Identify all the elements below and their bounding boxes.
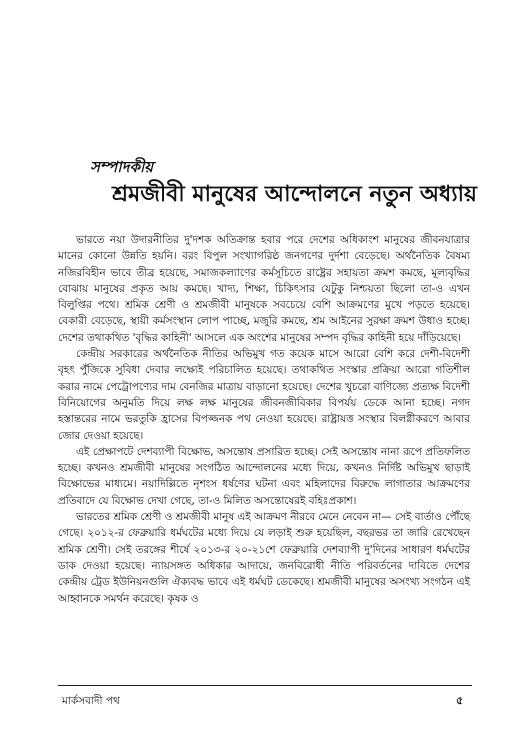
paragraph: এই প্রেক্ষাপটে দেশব্যাপী বিক্ষোভ, অসন্তোষ প্রসারিত হচ্ছে। সেই অসন্তোষ নানা রূপে প্রতিফলিত হচ্ছে। কখনও শ্রমজীবী মানুষের সংগঠিত আন্দোলনের মধ্যে দিয়ে, কখনও নির্দিষ্ট অভিমুখ ছাড়াই বিক্ষোভের মাধ্যমে। নয়াদিল্লিতে নৃশংস ধর্ষণের ঘটনা এবং মহিলাদের বিরুদ্ধে লাগাতার আক্রমণের প্রতিবাদে যে বিক্ষোভ দেখা গেছে, তা-ও মিলিত অসন্তোষেরই বহিঃপ্রকাশ। xyxy=(58,445,470,507)
page-number: ৫ xyxy=(456,694,464,707)
paragraph: কেন্দ্রীয় সরকারের অর্থনৈতিক নীতির অভিমুখ গত কয়েক মাসে আরো বেশি করে দেশী-বিদেশী বৃহৎ পুঁজিকে সুবিধা দেবার লক্ষ্যেই পরিচালিত হয়েছে। তথাকথিত সংস্কার প্রক্রিয়া আরো গতিশীল করার নামে পেট্রোপণ্যের দাম বেনজির মাত্রায় বাড়ানো হয়েছে। দেশের খুচরো বাণিজ্যে প্রত্যক্ষ বিদেশী বিনিয়োগের অনুমতি দিয়ে লক্ষ লক্ষ মানুষের জীবনজীবিকার বিপর্যয় ডেকে আনা হচ্ছে। নগদ হস্তান্তরের নামে ভরতুকি হ্রাসের বিপজ্জনক পথ নেওয়া হয়েছে। রাষ্ট্রায়ত্ত সংস্থার বিলগ্নীকরণে আবার জোর দেওয়া হয়েছে। xyxy=(58,348,470,442)
page-title: শ্রমজীবী মানুষের আন্দোলনে নতুন অধ্যায় xyxy=(112,182,477,207)
section-kicker: সম্পাদকীয় xyxy=(90,158,154,176)
footer-divider xyxy=(58,685,472,686)
paragraph: ভারতের শ্রমিক শ্রেণী ও শ্রমজীবী মানুষ এই আক্রমণ নীরবে মেনে নেবেন না— সেই বার্তাও পৌঁছে গেছে। ২০১২-র ফেব্রুয়ারি ধর্মঘটের মধ্যে দিয়ে যে লড়াই শুরু হয়েছিল, বছরভর তা জারি রেখেছেন শ্রমিক শ্রেণী। সেই তরঙ্গের শীর্ষে ২০১৩-র ২০-২১শে ফেব্রুয়ারি দেশব্যাপী দু'দিনের সাধারণ ধর্মঘটের ডাক দেওয়া হয়েছে। ন্যায়সঙ্গত অধিকার আদায়ে, জনবিরোধী নীতি পরিবর্তনের দাবিতে দেশের কেন্দ্রীয় ট্রেড ইউনিয়নগুলি ঐক্যবদ্ধ ভাবে এই ধর্মঘট ডেকেছে। শ্রমজীবী মানুষের অসংখ্য সংগঠন এই আহ্বানকে সমর্থন করেছে। কৃষক ও xyxy=(58,511,470,605)
paragraph: ভারতে নয়া উদারনীতির দু'দশক অতিক্রান্ত হবার পরে দেশের অধিকাংশ মানুষের জীবনযাত্রার মানের কোনো উন্নতি হয়নি। বরং বিপুল সংখ্যাগরিষ্ঠ জনগণের দুর্দশা বেড়েছে। অর্থনৈতিক বৈষম্য নজিরবিহীন ভাবে তীব্র হয়েছে, সমাজকল্যাণের কর্মসূচিতে রাষ্ট্রের সহায়তা ক্রমশ কমছে, মূল্যবৃদ্ধির বোঝায় মানুষের প্রকৃত আয় কমছে। খাদ্য, শিক্ষা, চিকিৎসার যেটুকু নিশ্চয়তা ছিলো তা-ও এখন বিলুপ্তির পথে। শ্রমিক শ্রেণী ও শ্রমজীবী মানুষকে সবচেয়ে বেশি আক্রমণের মুখে পড়তে হয়েছে। বেকারী বেড়েছে, স্থায়ী কর্মসংস্থান লোপ পাচ্ছে, মজুরি কমছে, শ্রম আইনের সুরক্ষা ক্রমশ উধাও হচ্ছে। দেশের তথাকথিত 'বৃদ্ধির কাহিনী' আসলে এক অংশের মানুষের সম্পদ বৃদ্ধির কাহিনী হয়ে দাঁড়িয়েছে। xyxy=(58,234,470,344)
journal-name: মার্কসবাদী পথ xyxy=(62,695,120,707)
article-body xyxy=(58,232,470,607)
